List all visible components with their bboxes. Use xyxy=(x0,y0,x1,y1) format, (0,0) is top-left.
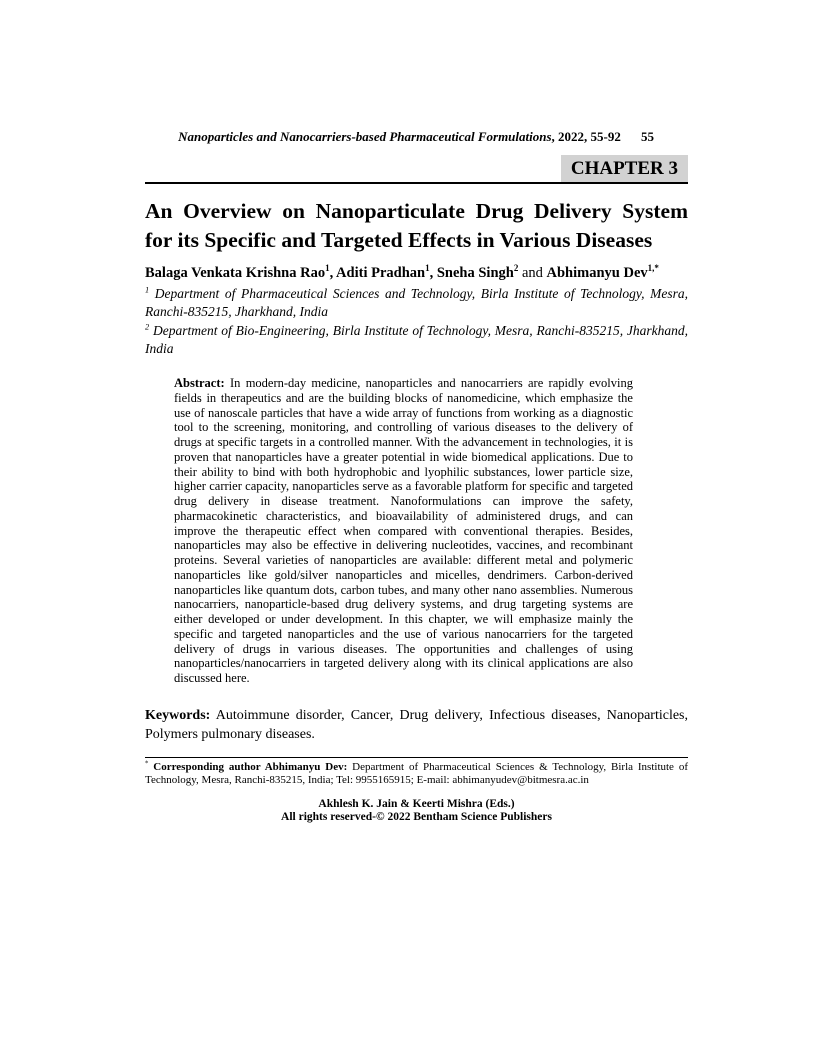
header-rule xyxy=(145,155,688,184)
affiliation-marker: 2 xyxy=(145,322,150,332)
affiliation xyxy=(145,322,688,357)
affiliation xyxy=(145,285,688,320)
affiliation-text: Department of Pharmaceutical Sciences and Technology, Birla Institute of Technology, Mesra, Ranchi-835215, Jharkhand, India xyxy=(145,286,688,319)
keywords xyxy=(145,706,688,745)
authors-line xyxy=(145,263,688,283)
affiliation-marker: 1 xyxy=(145,285,150,295)
author-affiliation-marker: 1,* xyxy=(647,263,659,274)
page-number: 55 xyxy=(641,129,654,144)
publisher-block xyxy=(145,798,688,825)
author-affiliation-marker: 1 xyxy=(325,263,330,274)
abstract xyxy=(174,376,633,686)
author-name: Aditi Pradhan xyxy=(336,265,426,281)
footnote-text: Department of Pharmaceutical Sciences & Technology, Birla Institute of Technology, Mesra, Ranchi-835215, India; Tel: 9955165915; E-mail: abhimanyudev@bitmesra.ac.in xyxy=(145,760,688,787)
chapter-title: An Overview on Nanoparticulate Drug Delivery System for its Specific and Targeted Effects in Various Diseases xyxy=(145,199,688,252)
issue-info: , 2022, 55-92 xyxy=(551,129,621,144)
page-content xyxy=(145,0,688,825)
keywords-label: Keywords: xyxy=(145,707,211,723)
abstract-text: In modern-day medicine, nanoparticles and nanocarriers are rapidly evolving fields in therapeutics and are the building blocks of nanomedicine, which emphasize the use of nanoscale particles that have a wide array of functions from working as a diagnostic tool to the screening, monitoring, and controlling of various diseases to the delivery of drugs at specific targets in a controlled manner. With the advancement in technologies, it is proven that nanoparticles have a greater potential in wide biomedical applications. Due to their ability to bind with both hydrophobic and lyophilic substances, lower particle size, higher carrier capacity, nanoparticles serve as a favorable platform for specific and targeted drug delivery in disease treatment. Nanoformulations can improve the safety, pharmacokinetic characteristics, and bioavailability of administered drugs, and can improve the therapeutic effect when compared with conventional therapies. Besides, nanoparticles may also be effective in delivering nucleotides, vaccines, and recombinant proteins. Several varieties of nanoparticles are available: different metal and polymeric nanoparticles like gold/silver nanoparticles and micelles, dendrimers. Carbon-derived nanoparticles like quantum dots, carbon tubes, and many other nano assemblies. Numerous nanocarriers, nanoparticle-based drug delivery systems, and drug targeting systems are either developed or under development. In this chapter, we will emphasize mainly the specific and targeted nanoparticles and the use of various nanocarriers for the targeted delivery of drugs in various diseases. The opportunities and challenges of using nanoparticles/nanocarriers in targeted delivery along with its clinical applications are also discussed here. xyxy=(174,376,633,685)
chapter-badge: CHAPTER 3 xyxy=(561,155,688,182)
author-conjunction: and xyxy=(518,265,547,281)
author-separator: , xyxy=(429,265,437,281)
corresponding-author-footnote xyxy=(145,761,688,788)
author-name: Sneha Singh xyxy=(436,265,514,281)
copyright-line: All rights reserved-© 2022 Bentham Science Publishers xyxy=(281,811,552,824)
running-header xyxy=(145,129,688,145)
author-name: Balaga Venkata Krishna Rao xyxy=(145,265,326,281)
editors-line: Akhlesh K. Jain & Keerti Mishra (Eds.) xyxy=(318,797,515,810)
keywords-text: Autoimmune disorder, Cancer, Drug delivery, Infectious diseases, Nanoparticles, Polymers pulmonary diseases. xyxy=(145,707,688,743)
author-name: Abhimanyu Dev xyxy=(546,265,648,281)
footnote-divider xyxy=(145,757,688,758)
footnote-label: Corresponding author Abhimanyu Dev: xyxy=(148,760,348,773)
author-affiliation-marker: 2 xyxy=(513,263,519,274)
author-affiliation-marker: 1 xyxy=(425,263,430,274)
footnote-marker: * xyxy=(145,760,149,768)
affiliation-text: Department of Bio-Engineering, Birla Institute of Technology, Mesra, Ranchi-835215, Jharkhand, India xyxy=(145,323,688,356)
author-separator: , xyxy=(329,265,337,281)
abstract-label: Abstract: xyxy=(174,376,225,390)
book-title: Nanoparticles and Nanocarriers-based Pharmaceutical Formulations xyxy=(178,129,552,144)
